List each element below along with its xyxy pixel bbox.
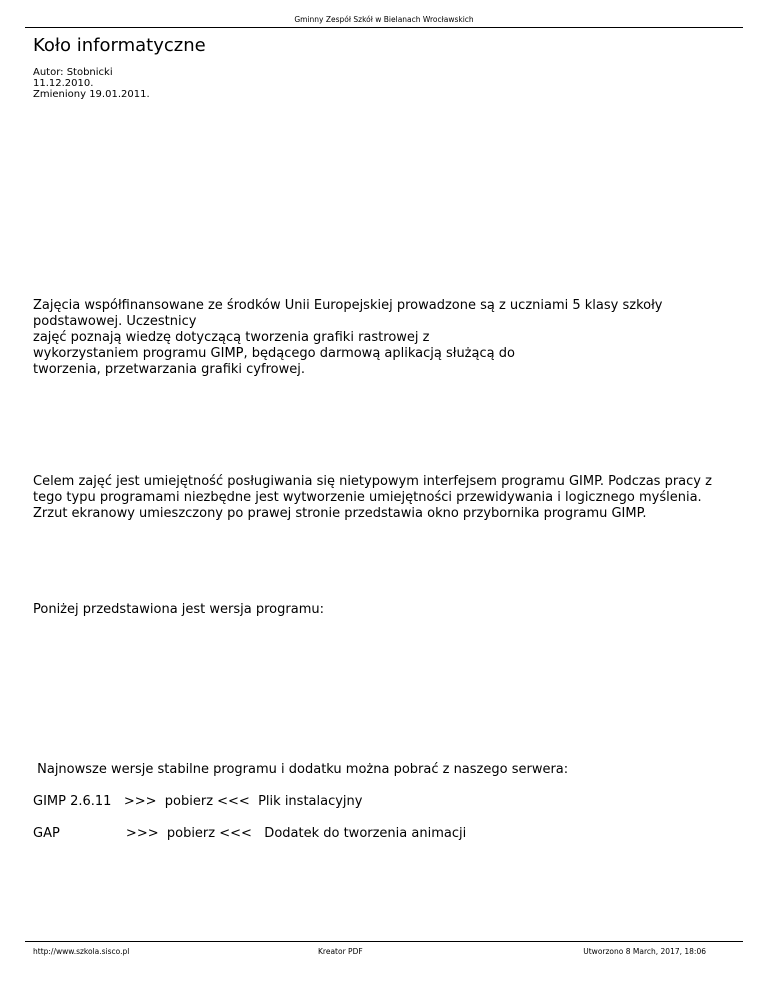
body-paragraph: Celem zajęć jest umiejętność posługiwania się nietypowym interfejsem programu GIMP. Podczas pracy z tego typu programami niezbędne jest wytworzenie umiejętności przewidywania i logicznego myślenia. Zrzut ekranowy umieszczony po prawej stronie przedstawia okno przybornika programu GIMP. <box>33 474 712 521</box>
footer-rule <box>25 941 743 942</box>
body-line <box>33 458 733 474</box>
body-line <box>33 970 733 986</box>
created-date: 11.12.2010. <box>33 78 94 89</box>
body-line <box>33 666 733 682</box>
body-line <box>33 176 733 192</box>
body-line <box>33 442 733 458</box>
body-line: tworzenia, przetwarzania grafiki cyfrowej. <box>33 362 310 377</box>
body-line <box>33 150 733 166</box>
body-line: Najnowsze wersje stabilne programu i dodatku można pobrać z naszego serwera: <box>33 762 569 777</box>
body-line <box>33 714 733 730</box>
body-line <box>33 394 733 410</box>
body-line <box>33 554 733 570</box>
body-line <box>33 538 733 554</box>
modified-date: Zmieniony 19.01.2011. <box>33 89 150 100</box>
body-line <box>33 874 733 890</box>
page-title: Koło informatyczne <box>33 35 206 56</box>
body-paragraph: Zajęcia współfinansowane ze środków Unii Europejskiej prowadzone są z uczniami 5 klasy szkoły podstawowej. Uczestnicy <box>33 298 663 329</box>
body-line <box>33 522 733 538</box>
body-line <box>33 282 733 298</box>
body-line <box>33 986 733 1002</box>
body-line <box>33 778 733 794</box>
footer-creator: Kreator PDF <box>318 947 363 956</box>
body-line <box>33 266 733 282</box>
page-header: Gminny Zespół Szkół w Bielanach Wrocławskich <box>294 15 474 24</box>
body-line <box>33 218 733 234</box>
body-line <box>33 586 733 602</box>
header-rule <box>25 27 743 28</box>
body-line <box>33 906 733 922</box>
body-line <box>33 618 733 634</box>
body-line <box>33 410 733 426</box>
body-line: zajęć poznają wiedzę dotyczącą tworzenia grafiki rastrowej z <box>33 330 434 345</box>
body-line <box>33 810 733 826</box>
body-line <box>33 426 733 442</box>
body-line <box>33 570 733 586</box>
body-line <box>33 650 733 666</box>
body-line <box>33 842 733 858</box>
body-line <box>33 890 733 906</box>
footer-url: http://www.szkola.sisco.pl <box>33 947 130 956</box>
body-line <box>33 858 733 874</box>
body-line <box>33 698 733 714</box>
article-body <box>33 150 733 1002</box>
body-line <box>33 202 733 218</box>
download-gimp-line[interactable]: GIMP 2.6.11 >>> pobierz <<< Plik instalacyjny <box>33 794 363 809</box>
article-meta <box>33 67 150 100</box>
body-line <box>33 954 733 970</box>
body-line: wykorzystaniem programu GIMP, będącego darmową aplikacją służącą do <box>33 346 520 361</box>
body-line <box>33 250 733 266</box>
body-line <box>33 746 733 762</box>
body-line <box>33 730 733 746</box>
body-line <box>33 634 733 650</box>
body-line <box>33 234 733 250</box>
author: Autor: Stobnicki <box>33 67 113 78</box>
body-line: Poniżej przedstawiona jest wersja programu: <box>33 602 324 617</box>
body-line <box>33 682 733 698</box>
footer-created: Utworzono 8 March, 2017, 18:06 <box>583 947 706 956</box>
body-line <box>33 378 733 394</box>
download-gap-line[interactable]: GAP >>> pobierz <<< Dodatek do tworzenia animacji <box>33 826 467 841</box>
body-line <box>33 922 733 938</box>
